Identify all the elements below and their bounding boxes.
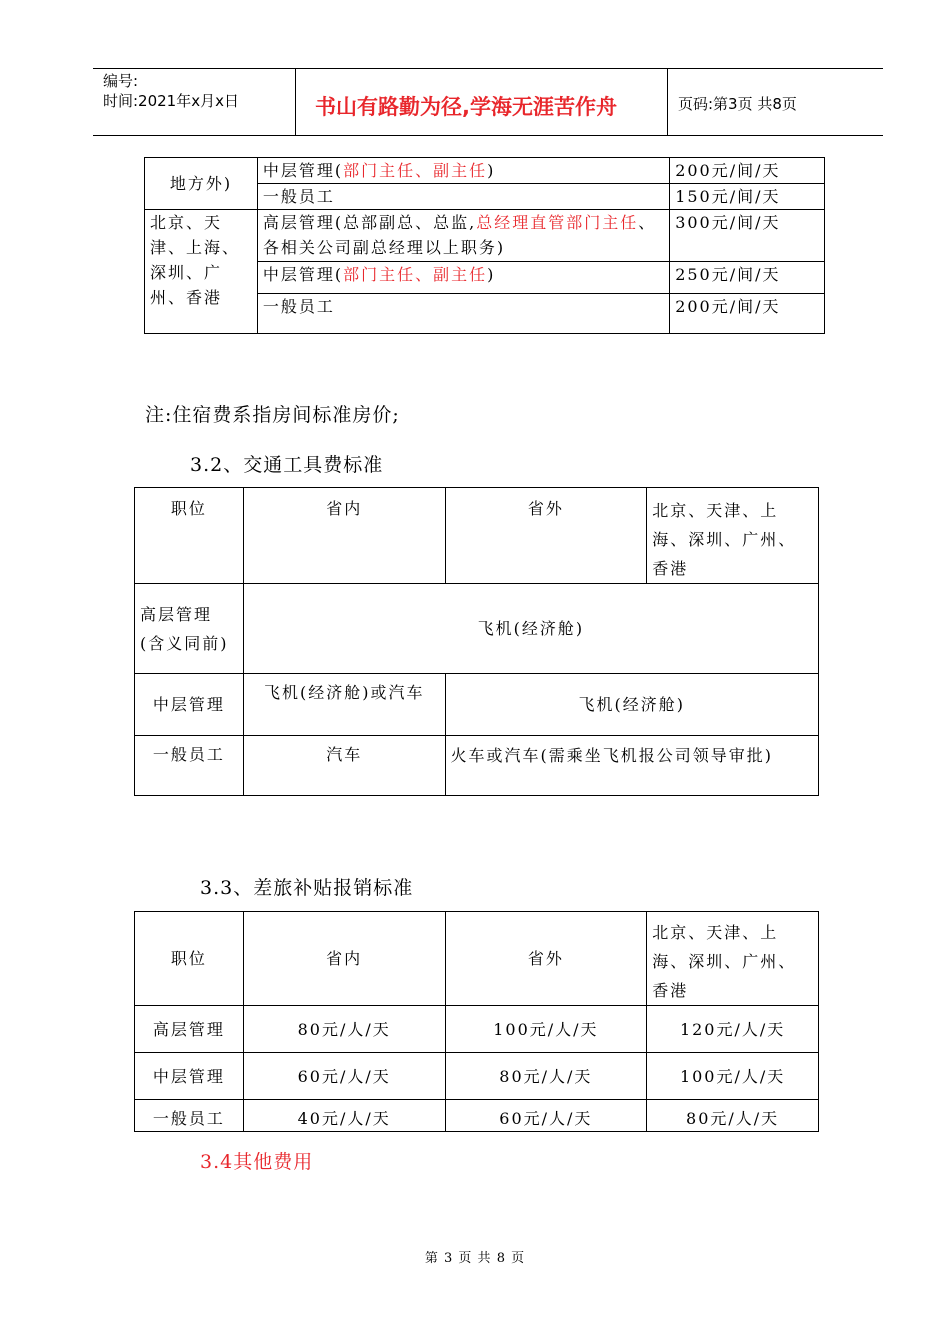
page-footer: 第 3 页 共 8 页 [424, 1251, 526, 1266]
header-top-rule [93, 68, 883, 69]
header-divider [295, 68, 296, 136]
section-title-3-2: 3.2、交通工具费标准 [190, 454, 384, 476]
column-header: 职位 [135, 912, 244, 1006]
position-cell: 中层管理 [135, 1053, 244, 1100]
table-row [145, 210, 825, 262]
table-header-row [135, 912, 819, 1006]
transport-cell: 汽车 [243, 736, 445, 796]
section-title-3-4: 3.4其他费用 [200, 1151, 314, 1173]
column-header: 省外 [445, 488, 647, 584]
allowance-table [134, 911, 819, 1132]
allowance-cell: 40元/人/天 [243, 1100, 445, 1132]
header-time-label: 时间:2021年x月x日 [103, 92, 239, 110]
transport-table [134, 487, 819, 796]
table-row [135, 1053, 819, 1100]
position-cell: 一般员工 [135, 736, 244, 796]
allowance-cell: 80元/人/天 [445, 1053, 647, 1100]
table-row [135, 674, 819, 736]
position-cell: 高层管理(含义同前) [135, 584, 244, 674]
position-cell: 一般员工 [257, 184, 669, 210]
position-cell: 中层管理(部门主任、副主任) [257, 262, 669, 294]
header-bottom-rule [93, 135, 883, 136]
transport-cell: 火车或汽车(需乘坐飞机报公司领导审批) [445, 736, 818, 796]
column-header: 职位 [135, 488, 244, 584]
position-cell: 高层管理 [135, 1006, 244, 1053]
allowance-cell: 100元/人/天 [647, 1053, 819, 1100]
table-header-row [135, 488, 819, 584]
rate-cell: 150元/间/天 [670, 184, 825, 210]
position-cell: 一般员工 [257, 294, 669, 334]
position-cell: 一般员工 [135, 1100, 244, 1132]
table-row [135, 736, 819, 796]
column-header: 省外 [445, 912, 647, 1006]
header-motto: 书山有路勤为径,学海无涯苦作舟 [315, 95, 617, 119]
rate-cell: 200元/间/天 [670, 294, 825, 334]
allowance-cell: 120元/人/天 [647, 1006, 819, 1053]
header-number-label: 编号: [103, 72, 139, 90]
allowance-cell: 60元/人/天 [445, 1100, 647, 1132]
column-header: 北京、天津、上海、深圳、广州、香港 [647, 488, 819, 584]
column-header: 省内 [243, 488, 445, 584]
header-divider [667, 68, 668, 136]
transport-cell: 飞机(经济舱) [445, 674, 818, 736]
allowance-cell: 60元/人/天 [243, 1053, 445, 1100]
table-row [135, 1006, 819, 1053]
rate-cell: 300元/间/天 [670, 210, 825, 262]
region-cell: 地方外) [145, 158, 258, 210]
column-header: 省内 [243, 912, 445, 1006]
header-page-label: 页码:第3页 共8页 [678, 95, 797, 113]
section-title-3-3: 3.3、差旅补贴报销标准 [200, 877, 414, 899]
rate-cell: 250元/间/天 [670, 262, 825, 294]
allowance-cell: 80元/人/天 [647, 1100, 819, 1132]
allowance-cell: 100元/人/天 [445, 1006, 647, 1053]
rate-cell: 200元/间/天 [670, 158, 825, 184]
transport-cell: 飞机(经济舱)或汽车 [243, 674, 445, 736]
position-cell: 中层管理(部门主任、副主任) [257, 158, 669, 184]
table-row [135, 1100, 819, 1132]
transport-cell: 飞机(经济舱) [243, 584, 818, 674]
position-cell: 中层管理 [135, 674, 244, 736]
table-row [135, 584, 819, 674]
table-row [145, 158, 825, 184]
allowance-cell: 80元/人/天 [243, 1006, 445, 1053]
lodging-note: 注:住宿费系指房间标准房价; [145, 404, 400, 426]
position-cell: 高层管理(总部副总、总监,总经理直管部门主任、各相关公司副总经理以上职务) [257, 210, 669, 262]
lodging-table [144, 157, 825, 334]
column-header: 北京、天津、上海、深圳、广州、香港 [647, 912, 819, 1006]
region-cell: 北京、天津、上海、深圳、广州、香港 [145, 210, 258, 334]
